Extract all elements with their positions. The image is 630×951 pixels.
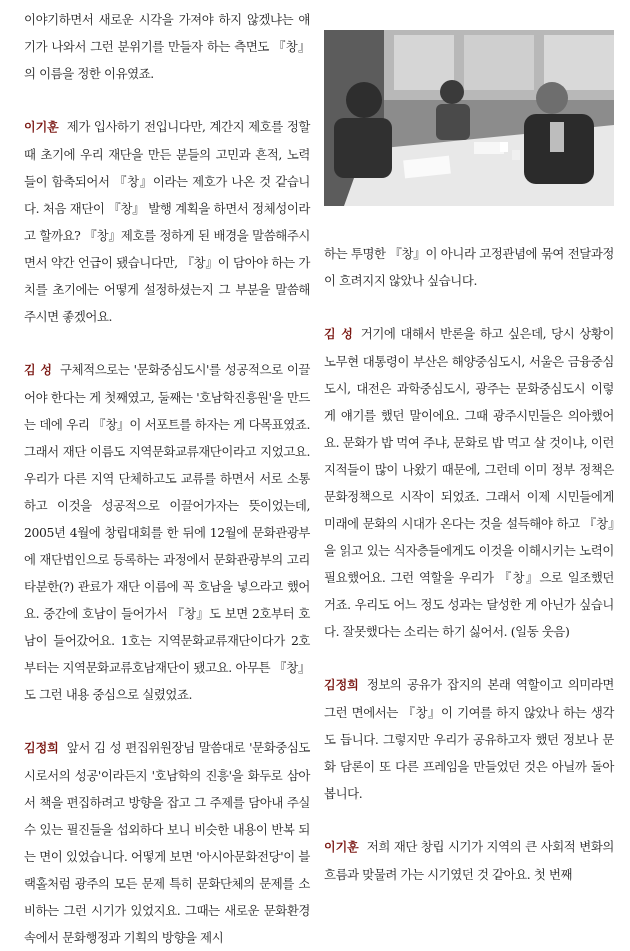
- paragraph-text: 정보의 공유가 잡지의 본래 역할이고 의미라면 그런 면에서는 『창』이 기여를 하지 않았나 하는 생각도 듭니다. 그렇지만 우리가 공유하고자 했던 정보나 문화 담론이 또 다른 프레임을 만들었던 것은 아닐까 돌아봅니다.: [324, 677, 614, 801]
- paragraph-text: 거기에 대해서 반론을 하고 싶은데, 당시 상황이 노무현 대통령이 부산은 해양중심도시, 서울은 금융중심도시, 대전은 과학중심도시, 광주는 문화중심도시 이렇게 얘기를 했던 말이에요. 그때 광주시민들은 의아했어요. 문화가 밥 먹여 주냐, 문화로 밥 먹고 살 것이냐, 이런 지적들이 많이 나왔기 때문에, 그런데 이미 정부 정책은 문화정책으로 시작이 되었죠. 그래서 이제 시민들에게 미래에 문화의 시대가 온다는 것을 설득해야 하고 『창』을 읽고 있는 식자층들에게도 이것을 이해시키는 노력이 필요했어요. 그런 역할을 우리가 『창』으로 일조했던 거죠. 우리도 어느 정도 성과는 달성한 게 아닌가 싶습니다. 잘못했다는 소리는 하기 싫어서. (일동 웃음): [324, 326, 614, 639]
- paragraph-text: 제가 입사하기 전입니다만, 계간지 제호를 정할 때 초기에 우리 재단을 만든 분들의 고민과 흔적, 노력들이 함축되어서 『창』이라는 제호가 나온 것 같습니다. 처음 재단이 『창』 발행 계획을 하면서 정체성이라고 할까요? 『창』제호를 정하게 된 배경을 말씀해주시면서 약간 언급이 됐습니다만, 『창』이 담아야 하는 가치를 초기에는 어떻게 설정하셨는지 그 부분을 말씀해주시면 좋겠어요.: [24, 119, 310, 324]
- speaker-name: 이기훈: [324, 840, 359, 854]
- paragraph: [324, 320, 614, 645]
- speaker-name: 김정희: [324, 678, 359, 692]
- paragraph: [24, 734, 310, 951]
- speaker-name: 이기훈: [24, 120, 59, 134]
- paragraph: [324, 671, 614, 807]
- paragraph-text: 앞서 김 성 편집위원장님 말씀대로 '문화중심도시로서의 성공'이라든지 '호남학의 진흥'을 화두로 삼아서 책을 편집하려고 방향을 잡고 그 주제를 담아내 주실 수 있는 필진들을 섭외하다 보니 비슷한 내용이 반복 되는 면이 있었습니다. 어떻게 보면 '아시아문화전당'이 블랙홀처럼 광주의 모든 문제 특히 문화단체의 문제를 소비하는 그런 시기가 있었지요. 그때는 새로운 문화환경 속에서 문화행정과 기획의 방향을 제시: [24, 740, 310, 945]
- left-column: [24, 6, 310, 951]
- meeting-photo: [324, 30, 614, 206]
- paragraph: 하는 투명한 『창』이 아니라 고정관념에 묶여 전달과정이 흐려지지 않았나 싶습니다.: [324, 246, 614, 288]
- speaker-name: 김 성: [324, 327, 353, 341]
- speaker-name: 김정희: [24, 741, 59, 755]
- speaker-name: 김 성: [24, 363, 53, 377]
- paragraph: [24, 356, 310, 708]
- right-column: [324, 240, 614, 888]
- paragraph-text: 저희 재단 창립 시기가 지역의 큰 사회적 변화의 흐름과 맞물려 가는 시기였던 것 같아요. 첫 번째: [324, 839, 614, 882]
- paragraph-text: 구체적으로는 '문화중심도시'를 성공적으로 이끌어야 한다는 게 첫째였고, 둘째는 '호남학진흥원'을 만드는 데에 우리 『창』이 서포트를 하자는 게 다목표였죠. 그래서 재단 이름도 지역문화교류재단이라고 지었고요. 우리가 다른 지역 단체하고도 교류를 하면서 서로 소통하고 이것을 성공적으로 이끌어가자는 뜻이었는데, 2005년 4월에 창립대회를 한 뒤에 12월에 문화관광부에 재단법인으로 등록하는 과정에서 문화관광부의 고리타분한(?) 관료가 재단 이름에 꼭 호남을 넣으라고 했어요. 중간에 호남이 들어가서 『창』도 보면 2호부터 호남이 들어갔어요. 1호는 지역문화교류재단이다가 2호부터는 지역문화교류호남재단이 됐고요. 아무튼 『창』도 그런 내용 중심으로 실렸었죠.: [24, 362, 310, 702]
- paragraph: [24, 113, 310, 330]
- paragraph: [324, 833, 614, 888]
- paragraph: 이야기하면서 새로운 시각을 가져야 하지 않겠냐는 얘기가 나와서 그런 분위기를 만들자 하는 측면도 『창』의 이름을 정한 이유였죠.: [24, 12, 310, 81]
